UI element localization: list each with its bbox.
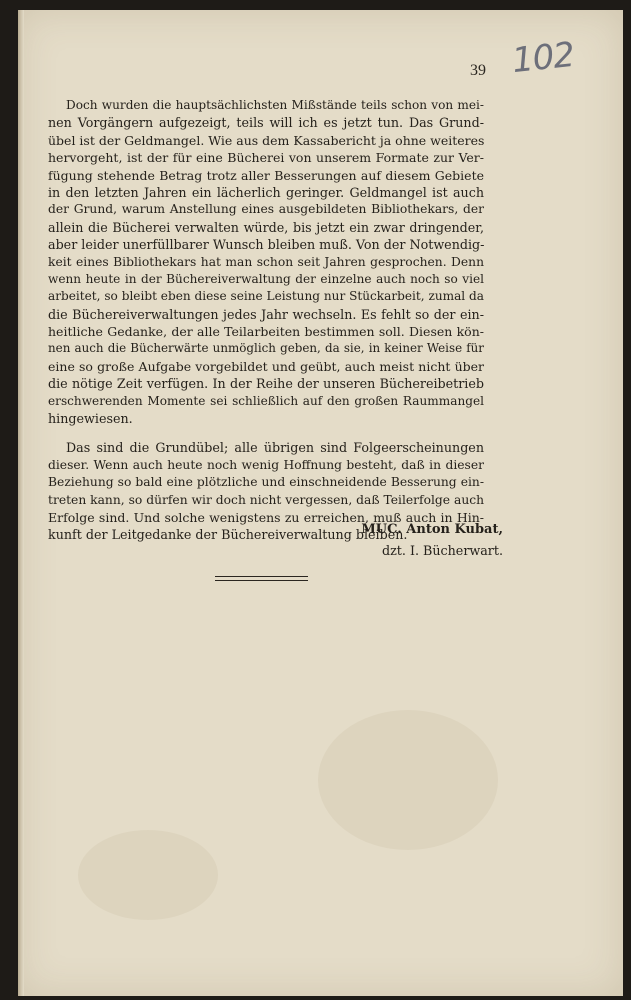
text-line: die nötige Zeit verfügen. In der Reihe der unseren Büchereibetrieb bbox=[48, 376, 484, 392]
text-line: fügung stehende Betrag trotz aller Besserungen auf diesem Gebiete bbox=[48, 167, 484, 183]
paragraph-1 bbox=[48, 97, 484, 427]
text-line: heitliche Gedanke, der alle Teilarbeiten bestimmen soll. Diesen kön- bbox=[48, 324, 484, 340]
page-binding-edge bbox=[18, 10, 24, 996]
text-line: Erfolge sind. Und solche wenigstens zu erreichen, muß auch in Hin- bbox=[48, 509, 484, 525]
text-line: erschwerenden Momente sei schließlich auf den großen Raummangel bbox=[48, 393, 484, 408]
text-line: die Büchereiverwaltungen jedes Jahr wechseln. Es fehlt so der ein- bbox=[48, 306, 484, 322]
text-line: Das sind die Grundübel; alle übrigen sind Folgeerscheinungen bbox=[66, 440, 484, 456]
text-line: kunft der Leitgedanke der Büchereiverwaltung bleiben. bbox=[48, 527, 408, 543]
double-rule-divider bbox=[215, 576, 308, 581]
text-line: eine so große Aufgabe vorgebildet und geübt, auch meist nicht über bbox=[48, 358, 484, 374]
text-line: der Grund, warum Anstellung eines ausgebildeten Bibliothekars, der bbox=[48, 202, 484, 217]
text-line: Beziehung so bald eine plötzliche und einschneidende Besserung ein- bbox=[48, 475, 484, 490]
handwritten-page-number: 102 bbox=[510, 34, 576, 82]
signature-block bbox=[361, 521, 503, 560]
text-line: arbeitet, so bleibt eben diese seine Leistung nur Stückarbeit, zumal da bbox=[48, 289, 484, 304]
text-line: treten kann, so dürfen wir doch nicht vergessen, daß Teilerfolge auch bbox=[48, 492, 485, 507]
text-line: übel ist der Geldmangel. Wie aus dem Kassabericht ja ohne weiteres bbox=[48, 132, 485, 148]
text-line: wenn heute in der Büchereiverwaltung der einzelne auch noch so viel bbox=[48, 271, 484, 286]
signature-role: dzt. I. Bücherwart. bbox=[381, 543, 503, 558]
text-line: dieser. Wenn auch heute noch wenig Hoffnung besteht, daß in dieser bbox=[48, 457, 484, 472]
text-line: hingewiesen. bbox=[48, 411, 133, 427]
text-line: keit eines Bibliothekars hat man schon seit Jahren gesprochen. Denn bbox=[48, 254, 484, 269]
paper-stain bbox=[318, 710, 498, 850]
text-line: nen auch die Bücherwärte unmöglich geben, da sie, in keiner Weise für bbox=[48, 341, 484, 356]
text-line: nen Vorgängern aufgezeigt, teils will ich es jetzt tun. Das Grund- bbox=[48, 115, 484, 131]
page-number: 39 bbox=[470, 62, 486, 79]
body-text bbox=[48, 97, 484, 544]
text-line: hervorgeht, ist der für eine Bücherei von unserem Formate zur Ver- bbox=[48, 150, 484, 166]
text-line: aber leider unerfüllbarer Wunsch bleiben muß. Von der Notwendig- bbox=[48, 237, 485, 253]
signature-name: MUC. Anton Kubat, bbox=[361, 522, 503, 537]
paper-stain bbox=[78, 830, 218, 920]
text-line: allein die Bücherei verwalten würde, bis jetzt ein zwar dringender, bbox=[48, 219, 484, 235]
text-line: in den letzten Jahren ein lächerlich geringer. Geldmangel ist auch bbox=[48, 184, 484, 200]
text-line: Doch wurden die hauptsächlichsten Mißstände teils schon von mei- bbox=[66, 98, 484, 112]
